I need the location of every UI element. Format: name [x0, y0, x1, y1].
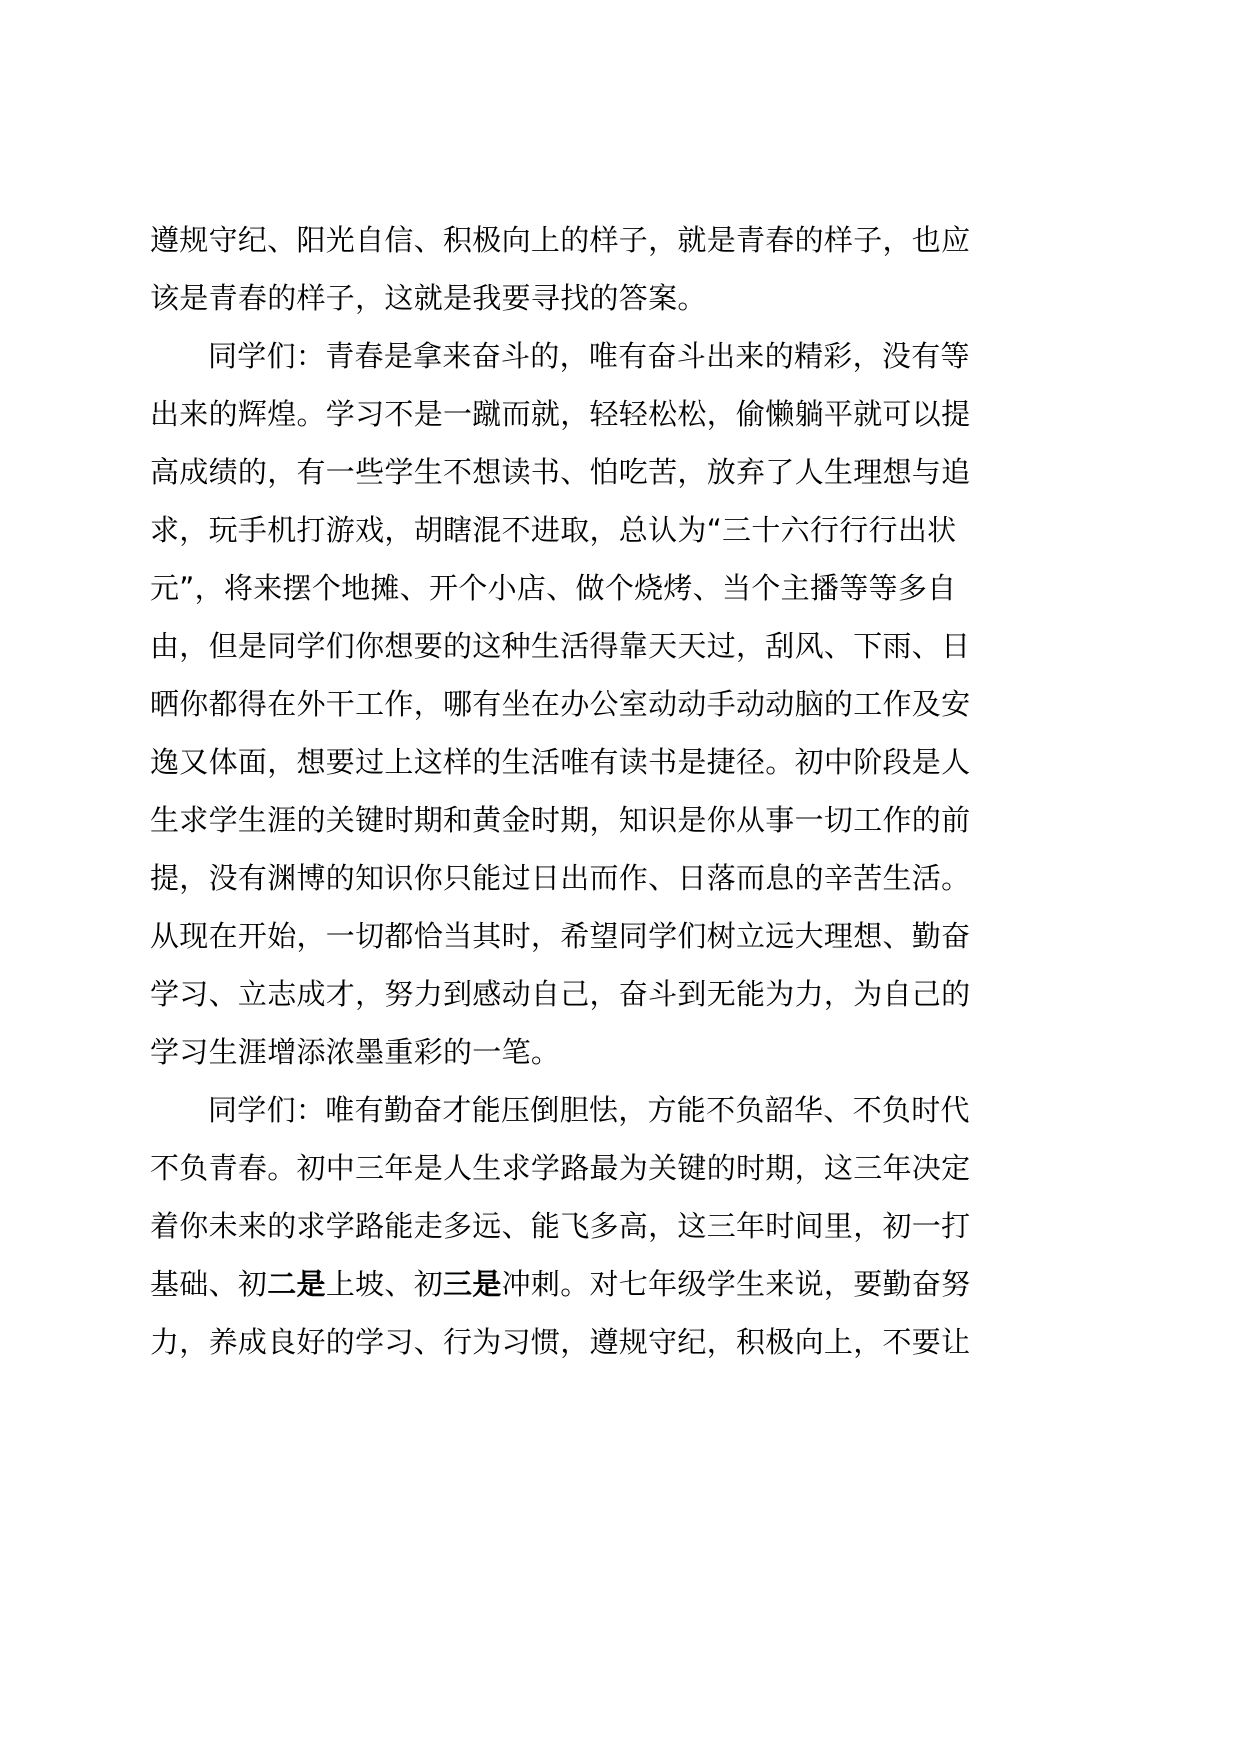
text-line: 晒你都得在外干工作，哪有坐在办公室动动手动动脑的工作及安 [150, 687, 971, 721]
paragraph-start-line: 同学们：青春是拿来奋斗的，唯有奋斗出来的精彩，没有等 [208, 339, 970, 373]
bold-text: 三是 [443, 1267, 502, 1301]
text-line: 力，养成良好的学习、行为习惯，遵规守纪，积极向上，不要让 [150, 1325, 971, 1359]
text-line: 出来的辉煌。学习不是一蹴而就，轻轻松松，偷懒躺平就可以提 [150, 397, 971, 431]
text-line: 提，没有渊博的知识你只能过日出而作、日落而息的辛苦生活。 [150, 861, 971, 895]
paragraph-start-line: 同学们：唯有勤奋才能压倒胆怯，方能不负韶华、不负时代 [208, 1093, 970, 1127]
body-text [150, 211, 1000, 1371]
text-line: 由，但是同学们你想要的这种生活得靠天天过，刮风、下雨、日 [150, 629, 971, 663]
text-line: 逸又体面，想要过上这样的生活唯有读书是捷径。初中阶段是人 [150, 745, 971, 779]
text-line: 该是青春的样子，这就是我要寻找的答案。 [150, 281, 707, 315]
text-line: 高成绩的，有一些学生不想读书、怕吃苦，放弃了人生理想与追 [150, 455, 971, 489]
text-line: 着你未来的求学路能走多远、能飞多高，这三年时间里，初一打 [150, 1209, 971, 1243]
bold-text: 二是 [267, 1267, 326, 1301]
text-line: 从现在开始，一切都恰当其时，希望同学们树立远大理想、勤奋 [150, 919, 971, 953]
text-line: 不负青春。初中三年是人生求学路最为关键的时期，这三年决定 [150, 1151, 971, 1185]
text-line: 元”，将来摆个地摊、开个小店、做个烧烤、当个主播等等多自 [150, 571, 957, 605]
text-line: 学习生涯增添浓墨重彩的一笔。 [150, 1035, 561, 1069]
text-line: 求，玩手机打游戏，胡瞎混不进取，总认为“三十六行行行出状 [150, 513, 957, 547]
text-line: 遵规守纪、阳光自信、积极向上的样子，就是青春的样子，也应 [150, 223, 971, 257]
text-line: 生求学生涯的关键时期和黄金时期，知识是你从事一切工作的前 [150, 803, 971, 837]
text-line-with-bold: 基础、初二是上坡、初三是冲刺。对七年级学生来说，要勤奋努 [150, 1267, 971, 1301]
text-line: 学习、立志成才，努力到感动自己，奋斗到无能为力，为自己的 [150, 977, 971, 1011]
